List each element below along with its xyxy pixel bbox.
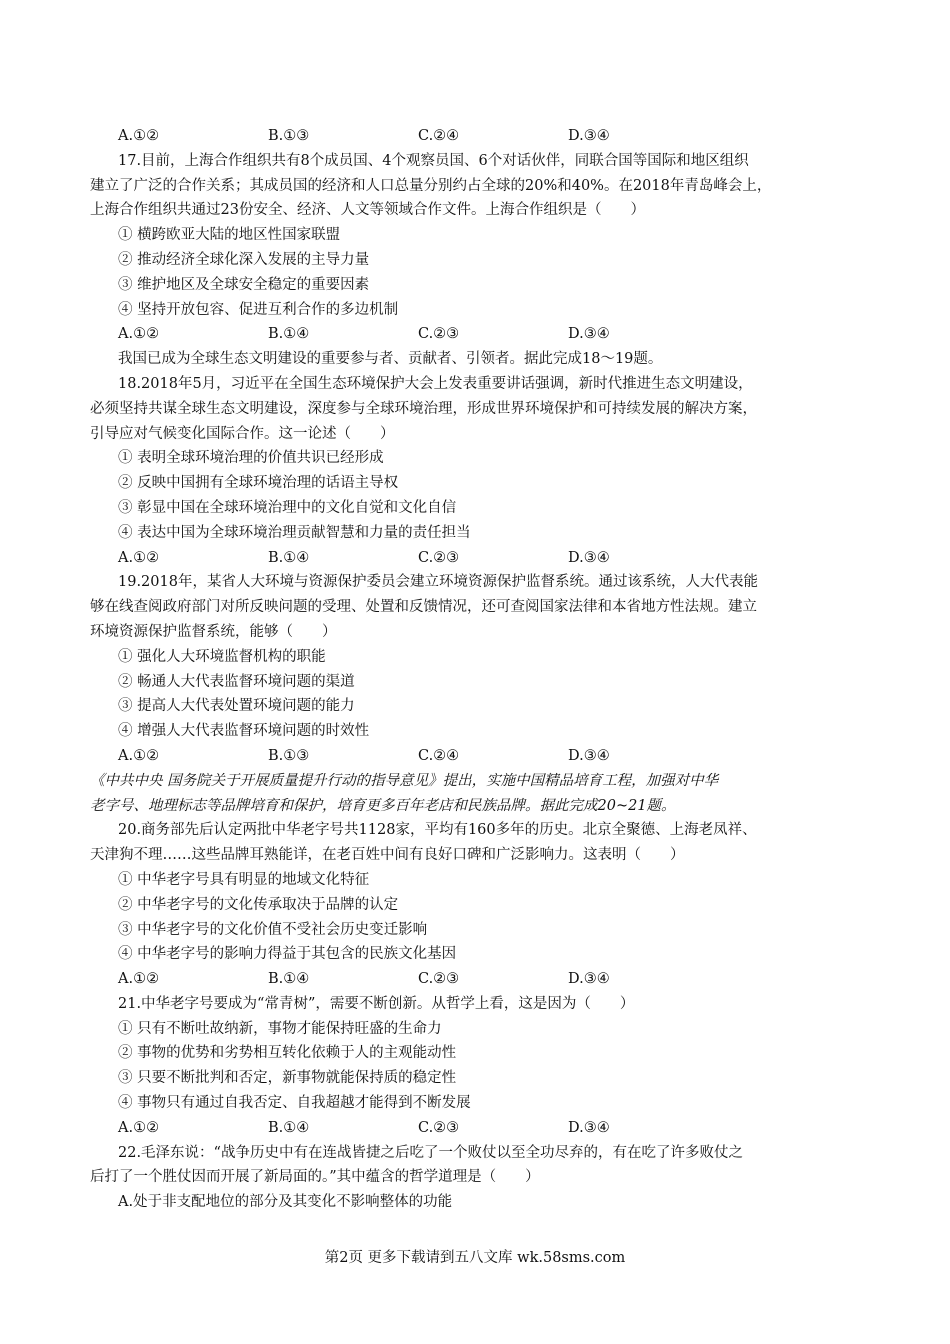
- q20-stem-line: 天津狗不理……这些品牌耳熟能详，在老百姓中间有良好口碑和广泛影响力。这表明（ ）: [90, 847, 685, 864]
- q18-stem-line: 必须坚持共谋全球生态文明建设，深度参与全球环境治理，形成世界环境保护和可持续发展的解决方案，: [90, 400, 757, 417]
- q18-item: ① 表明全球环境治理的价值共识已经形成: [118, 450, 384, 467]
- option-d: D.③④: [568, 128, 610, 144]
- q22-stem-line: 22.毛泽东说：“战争历史中有在连战皆捷之后吃了一个败仗以至全功尽弃的，有在吃了许多败仗之: [118, 1144, 743, 1161]
- q19-item: ② 畅通人大代表监督环境问题的渠道: [118, 673, 355, 690]
- q20-item: ② 中华老字号的文化传承取决于品牌的认定: [118, 896, 399, 913]
- q19-item: ③ 提高人大代表处置环境问题的能力: [118, 698, 355, 715]
- option-a: A.①②: [118, 128, 160, 144]
- option-b: B.①④: [268, 971, 310, 988]
- q21-item: ① 只有不断吐故纳新，事物才能保持旺盛的生命力: [118, 1020, 442, 1037]
- option-d: D.③④: [568, 1119, 610, 1136]
- option-d: D.③④: [568, 549, 610, 566]
- q19-item: ① 强化人大环境监督机构的职能: [118, 648, 326, 665]
- intro-20-21: 《中共中央 国务院关于开展质量提升行动的指导意见》提出，实施中国精品培育工程，加强对中华: [90, 772, 719, 789]
- intro-18-19: 我国已成为全球生态文明建设的重要参与者、贡献者、引领者。据此完成18～19题。: [118, 351, 663, 368]
- option-a: A.①②: [118, 326, 160, 343]
- option-b: B.①③: [268, 747, 310, 764]
- q21-item: ② 事物的优势和劣势相互转化依赖于人的主观能动性: [118, 1045, 457, 1062]
- q18-item: ③ 彰显中国在全球环境治理中的文化自觉和文化自信: [118, 499, 457, 516]
- q19-options: [90, 744, 866, 769]
- q22-stem-line: 后打了一个胜仗因而开展了新局面的。”其中蕴含的哲学道理是（ ）: [90, 1169, 540, 1186]
- q21-stem-line: 21.中华老字号要成为“常青树”，需要不断创新。从哲学上看，这是因为（ ）: [118, 995, 635, 1012]
- option-c: C.②③: [418, 1119, 460, 1136]
- q17-item: ① 横跨欧亚大陆的地区性国家联盟: [118, 227, 341, 244]
- q19-stem-line: 环境资源保护监督系统，能够（ ）: [90, 623, 337, 640]
- q22-option: A.处于非支配地位的部分及其变化不影响整体的功能: [118, 1194, 453, 1211]
- q19-stem-line: 19.2018年，某省人大环境与资源保护委员会建立环境资源保护监督系统。通过该系统，人大代表能: [118, 574, 758, 591]
- q17-options: [90, 322, 866, 347]
- option-b: B.①④: [268, 326, 310, 343]
- q19-item: ④ 增强人大代表监督环境问题的时效性: [118, 723, 370, 740]
- option-b: B.①③: [268, 128, 310, 144]
- option-c: C.②③: [418, 971, 460, 988]
- option-b: B.①④: [268, 549, 310, 566]
- q21-item: ③ 只要不断批判和否定，新事物就能保持质的稳定性: [118, 1070, 457, 1087]
- q17-stem-line: 建立了广泛的合作关系；其成员国的经济和人口总量分别约占全球的20%和40%。在2018年青岛峰会上，: [90, 177, 772, 194]
- option-c: C.②④: [418, 747, 460, 764]
- intro-20-21: 老字号、地理标志等品牌培育和保护，培育更多百年老店和民族品牌。据此完成20~21题。: [90, 797, 676, 814]
- document-page: [90, 124, 866, 1215]
- q19-stem-line: 够在线查阅政府部门对所反映问题的受理、处置和反馈情况，还可查阅国家法律和本省地方性法规。建立: [90, 599, 757, 616]
- option-d: D.③④: [568, 971, 610, 988]
- q20-item: ④ 中华老字号的影响力得益于其包含的民族文化基因: [118, 946, 457, 963]
- q20-item: ③ 中华老字号的文化价值不受社会历史变迁影响: [118, 921, 428, 938]
- q20-item: ① 中华老字号具有明显的地域文化特征: [118, 871, 370, 888]
- q18-item: ④ 表达中国为全球环境治理贡献智慧和力量的责任担当: [118, 524, 471, 541]
- q17-item: ③ 维护地区及全球安全稳定的重要因素: [118, 276, 370, 293]
- q17-stem-line: 17.目前，上海合作组织共有8个成员国、4个观察员国、6个对话伙伴，同联合国等国际和地区组织: [118, 152, 749, 169]
- option-d: D.③④: [568, 326, 610, 343]
- option-a: A.①②: [118, 747, 160, 764]
- option-a: A.①②: [118, 971, 160, 988]
- q18-stem-line: 18.2018年5月，习近平在全国生态环境保护大会上发表重要讲话强调，新时代推进生态文明建设，: [118, 375, 753, 392]
- q21-item: ④ 事物只有通过自我否定、自我超越才能得到不断发展: [118, 1095, 471, 1112]
- option-c: C.②③: [418, 549, 460, 566]
- q17-item: ④ 坚持开放包容、促进互利合作的多边机制: [118, 301, 399, 318]
- option-b: B.①④: [268, 1119, 310, 1136]
- q21-options: [90, 1116, 866, 1141]
- q18-options: [90, 546, 866, 571]
- q17-item: ② 推动经济全球化深入发展的主导力量: [118, 251, 370, 268]
- q17-stem-line: 上海合作组织共通过23份安全、经济、人文等领域合作文件。上海合作组织是（ ）: [90, 202, 645, 219]
- option-c: C.②④: [418, 128, 460, 144]
- q16-options: [90, 124, 866, 149]
- page-footer: 第2页 更多下载请到五八文库 wk.58sms.com: [324, 1250, 626, 1266]
- q20-stem-line: 20.商务部先后认定两批中华老字号共1128家，平均有160多年的历史。北京全聚德、上海老凤祥、: [118, 822, 757, 839]
- q20-options: [90, 967, 866, 992]
- option-a: A.①②: [118, 1119, 160, 1136]
- option-c: C.②③: [418, 326, 460, 343]
- option-d: D.③④: [568, 747, 610, 764]
- q18-item: ② 反映中国拥有全球环境治理的话语主导权: [118, 475, 399, 492]
- option-a: A.①②: [118, 549, 160, 566]
- q18-stem-line: 引导应对气候变化国际合作。这一论述（ ）: [90, 425, 395, 442]
